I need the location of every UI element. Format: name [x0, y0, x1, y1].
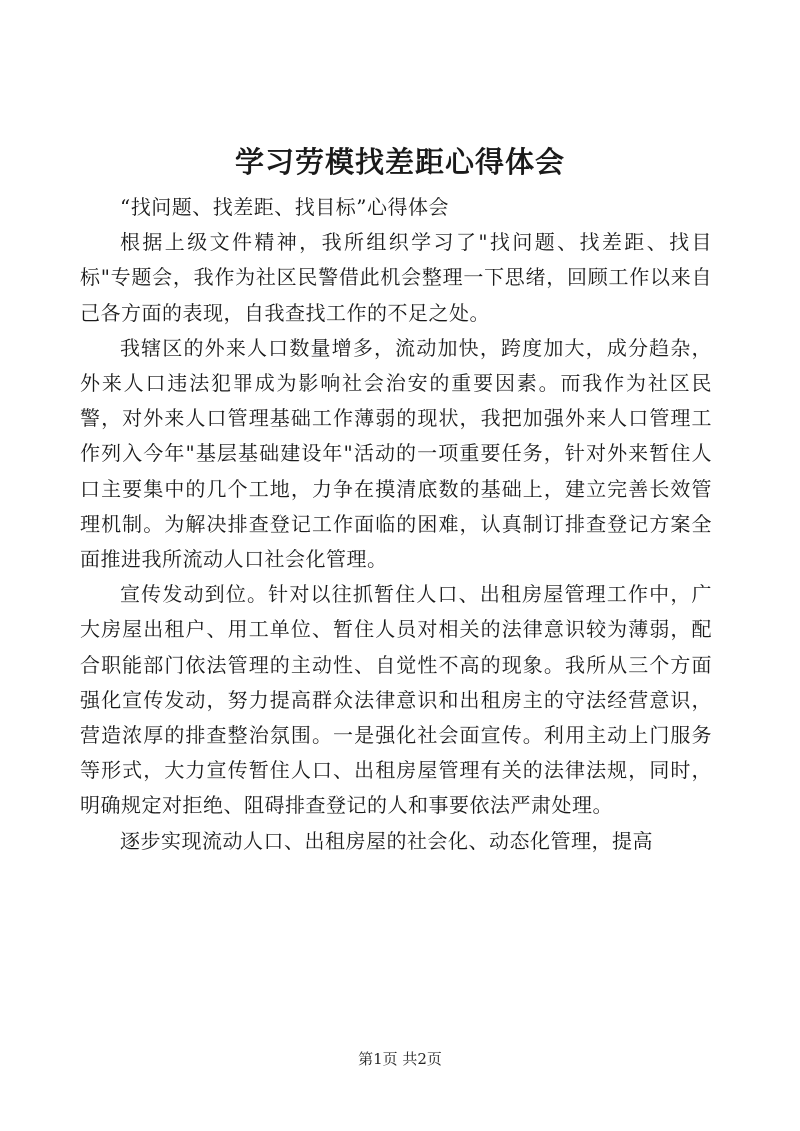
body-paragraph-1: 根据上级文件精神，我所组织学习了"找问题、找差距、找目标"专题会，我作为社区民警借此机会整理一下思绪，回顾工作以来自己各方面的表现，自我查找工作的不足之处。: [80, 230, 712, 325]
document-title: 学习劳模找差距心得体会: [234, 145, 565, 179]
page-number-footer: 第1页 共2页: [358, 1050, 442, 1068]
body-paragraph-4: 逐步实现流动人口、出租房屋的社会化、动态化管理，提高: [120, 828, 653, 853]
subtitle-paragraph: “找问题、找差距、找目标”心得体会: [120, 195, 449, 219]
body-paragraph-2: 我辖区的外来人口数量增多，流动加快，跨度加大，成分趋杂，外来人口违法犯罪成为影响社会治安的重要因素。而我作为社区民警，对外来人口管理基础工作薄弱的现状，我把加强外来人口管理工作列入今年"基层基础建设年"活动的一项重要任务，针对外来暂住人口主要集中的几个工地，力争在摸清底数的基础上，建立完善长效管理机制。为解决排查登记工作面临的困难，认真制订排查登记方案全面推进我所流动人口社会化管理。: [80, 335, 712, 572]
document-body: [80, 190, 712, 859]
body-paragraph-3: 宣传发动到位。针对以往抓暂住人口、出租房屋管理工作中，广大房屋出租户、用工单位、暂住人员对相关的法律意识较为薄弱，配合职能部门依法管理的主动性、自觉性不高的现象。我所从三个方面强化宣传发动，努力提高群众法律意识和出租房主的守法经营意识，营造浓厚的排查整治氛围。一是强化社会面宣传。利用主动上门服务等形式，大力宣传暂住人口、出租房屋管理有关的法律法规，同时，明确规定对拒绝、阻碍排查登记的人和事要依法严肃处理。: [80, 582, 712, 818]
